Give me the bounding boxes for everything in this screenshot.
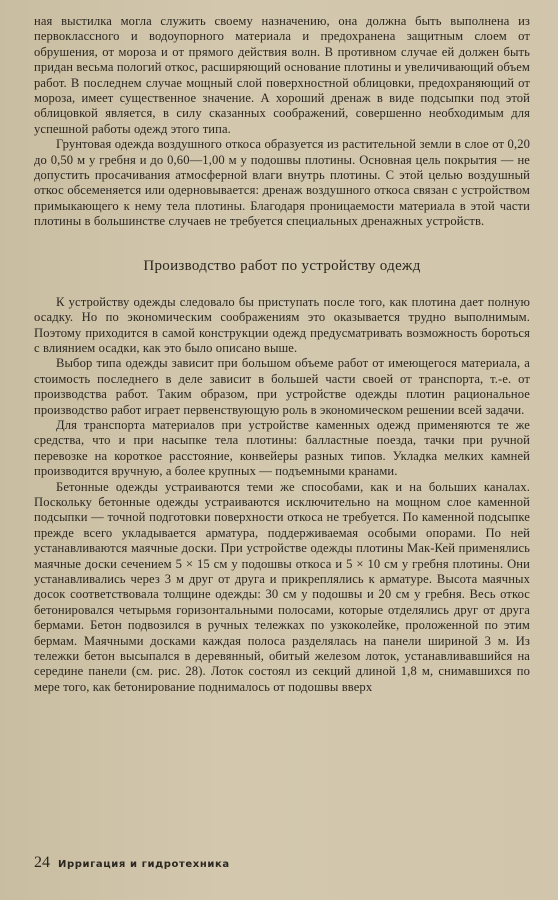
section-heading: Производство работ по устройству одежд: [143, 257, 421, 274]
body-paragraph: Выбор типа одежды зависит при большом объеме работ от имеющегося материала, а стоимость последнего в деле зависит в большей части своей от транспорта, т.-е. от производства работ. Таким образом, при устройстве одежды плотин рациональное производство работ играет первенствующую роль в экономическом решении всей задачи.: [34, 356, 530, 417]
journal-title: Ирригация и гидротехника: [58, 859, 230, 870]
body-paragraph: Грунтовая одежда воздушного откоса образуется из растительной земли в слое от 0,20 до 0,50 м у гребня и до 0,60—1,00 м у подошвы плотины. Основная цель покрытия — не допустить просачивания атмосферной влаги внутрь плотины. С этой целью воздушный откос обсеменяется или одерновывается: дренаж воздушного откоса связан с устройством примыкающего к нему тела плотины. Благодаря проницаемости материала в этой части плотины в большинстве случаев не требуется специальных дренажных устройств.: [34, 137, 530, 229]
body-paragraph: К устройству одежды следовало бы приступать после того, как плотина дает полную осадку. Но по экономическим соображениям это оказывается трудно выполнимым. Поэтому приходится в самой конструкции одежд предусматривать возможность бороться с влиянием осадки, как это было описано выше.: [34, 294, 530, 355]
body-paragraph: Бетонные одежды устраиваются теми же способами, как и на больших каналах. Поскольку бетонные одежды устраиваются исключительно на мощном слое каменной подсыпки — точной подготовки поверхности откоса не требуется. По каменной подсыпке прежде всего укладывается арматура, поддерживаемая особыми опорами. По ней устанавливаются маячные доски. При устройстве одежды плотины Мак-Кей применялись маячные доски сечением 5 × 15 см у подошвы откоса и 5 × 10 см у гребня плотины. Они устанавливались через 3 м друг от друга и прикреплялись к арматуре. Высота маячных досок соответствовала толщине одежды: 30 см у подошвы и 20 см у гребня. Весь откос бетонировался четырьмя горизонтальными полосами, которые отделялись друг от друга бермами. Бетон подвозился в ручных тележках по узкоколейке, проложенной по этим бермам. Маячными досками каждая полоса разделялась на панели шириной 3 м. Из тележки бетон высыпался в деревянный, обитый железом лоток, устанавливавшийся на середине панели (см. рис. 28). Лоток состоял из секций длиной 1,8 м, снимавшихся по мере того, как бетонирование поднималось от подошвы вверх: [34, 479, 530, 694]
body-paragraph: ная выстилка могла служить своему назначению, она должна быть выполнена из первоклассного и водоупорного материала и предохранена защитным слоем от обрушения, от мороза и от прямого действия волн. В противном случае ей должен быть придан весьма пологий откос, расширяющий основание плотины и увеличивающий объем работ. В последнем случае мощный слой поверхностной облицовки, предохраняющий от мороза, имеет существенное значение. А хороший дренаж в виде подсыпки под этой облицовкой является, в силу сказанных соображений, совершенно необходимым для успешной работы одежд этого типа.: [34, 14, 530, 136]
body-paragraph: Для транспорта материалов при устройстве каменных одежд применяются те же средства, что и при насыпке тела плотины: балластные поезда, тачки при ручной перевозке на короткое расстояние, конвейеры разных типов. Укладка мелких камней производится вручную, а более крупных — подъемными кранами.: [34, 417, 530, 479]
page-footer: [34, 854, 230, 872]
page-number: 24: [34, 854, 50, 871]
